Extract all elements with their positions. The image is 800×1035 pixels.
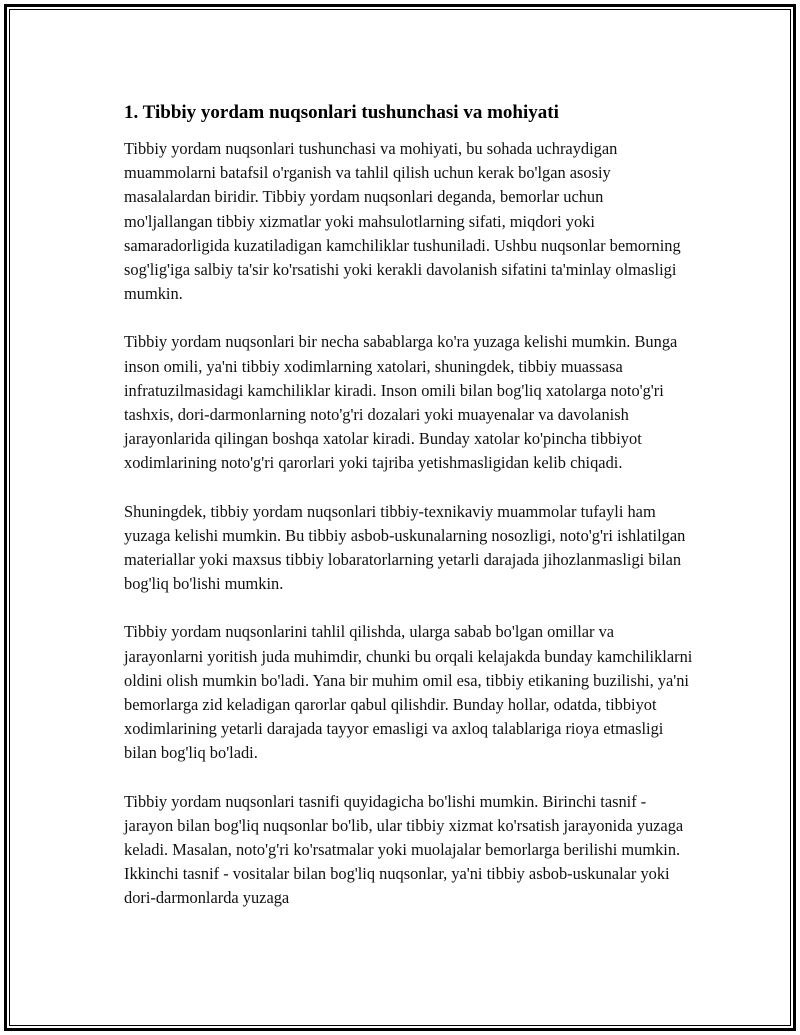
document-page <box>4 4 796 1031</box>
paragraph-5: Tibbiy yordam nuqsonlari tasnifi quyidagicha bo'lishi mumkin. Birinchi tasnif - jarayon bilan bog'liq nuqsonlar bo'lib, ular tibbiy xizmat ko'rsatish jarayonida yuzaga keladi. Masalan, noto'g'ri ko'rsatmalar yoki muolajalar bemorlarga berilishi mumkin. Ikkinchi tasnif - vositalar bilan bog'liq nuqsonlar, ya'ni tibbiy asbob-uskunalar yoki dori-darmonlarda yuzaga <box>124 791 684 908</box>
section-heading: 1. Tibbiy yordam nuqsonlari tushunchasi va mohiyati <box>124 102 559 123</box>
paragraph-3: Shuningdek, tibbiy yordam nuqsonlari tibbiy-texnikaviy muammolar tufayli ham yuzaga kelishi mumkin. Bu tibbiy asbob-uskunalarning nosozligi, noto'g'ri ishlatilgan materiallar yoki maxsus tibbiy lobaratorlarning yetarli darajada jihozlanmasligi bilan bog'liq bo'lishi mumkin. <box>124 501 686 594</box>
paragraph-1: Tibbiy yordam nuqsonlari tushunchasi va mohiyati, bu sohada uchraydigan muammolarni batafsil o'rganish va tahlil qilish uchun kerak bo'lgan asosiy masalalardan biridir. Tibbiy yordam nuqsonlari deganda, bemorlar uchun mo'ljallangan tibbiy xizmatlar yoki mahsulotlarning sifati, miqdori yoki samaradorligida kuzatiladigan kamchiliklar tushuniladi. Ushbu nuqsonlar bemorning sog'lig'iga salbiy ta'sir ko'rsatishi yoki kerakli davolanish sifatini ta'minlay olmasligi mumkin. <box>124 139 681 304</box>
paragraph-4: Tibbiy yordam nuqsonlarini tahlil qilishda, ularga sabab bo'lgan omillar va jarayonlarni yoritish juda muhimdir, chunki bu orqali kelajakda bunday kamchiliklarni oldini olish mumkin bo'ladi. Yana bir muhim omil esa, tibbiy etikaning buzilishi, ya'ni bemorlarga zid keladigan qarorlar qabul qilishdir. Bunday hollar, odatda, tibbiyot xodimlarining yetarli darajada tayyor emasligi va axloq talablariga rioya etmasligi bilan bog'liq bo'ladi. <box>124 622 693 763</box>
paragraph-2: Tibbiy yordam nuqsonlari bir necha sabablarga ko'ra yuzaga kelishi mumkin. Bunga inson omili, ya'ni tibbiy xodimlarning xatolari, shuningdek, tibbiy muassasa infratuzilmasidagi kamchiliklar kiradi. Inson omili bilan bog'liq xatolarga noto'g'ri tashxis, dori-darmonlarning noto'g'ri dozalari yoki muayenalar va davolanish jarayonlarida qilingan boshqa xatolar kiradi. Bunday xatolar ko'pincha tibbiyot xodimlarining noto'g'ri qarorlari yoki tajriba yetishmasligidan kelib chiqadi. <box>124 332 678 473</box>
document-content <box>124 101 694 935</box>
